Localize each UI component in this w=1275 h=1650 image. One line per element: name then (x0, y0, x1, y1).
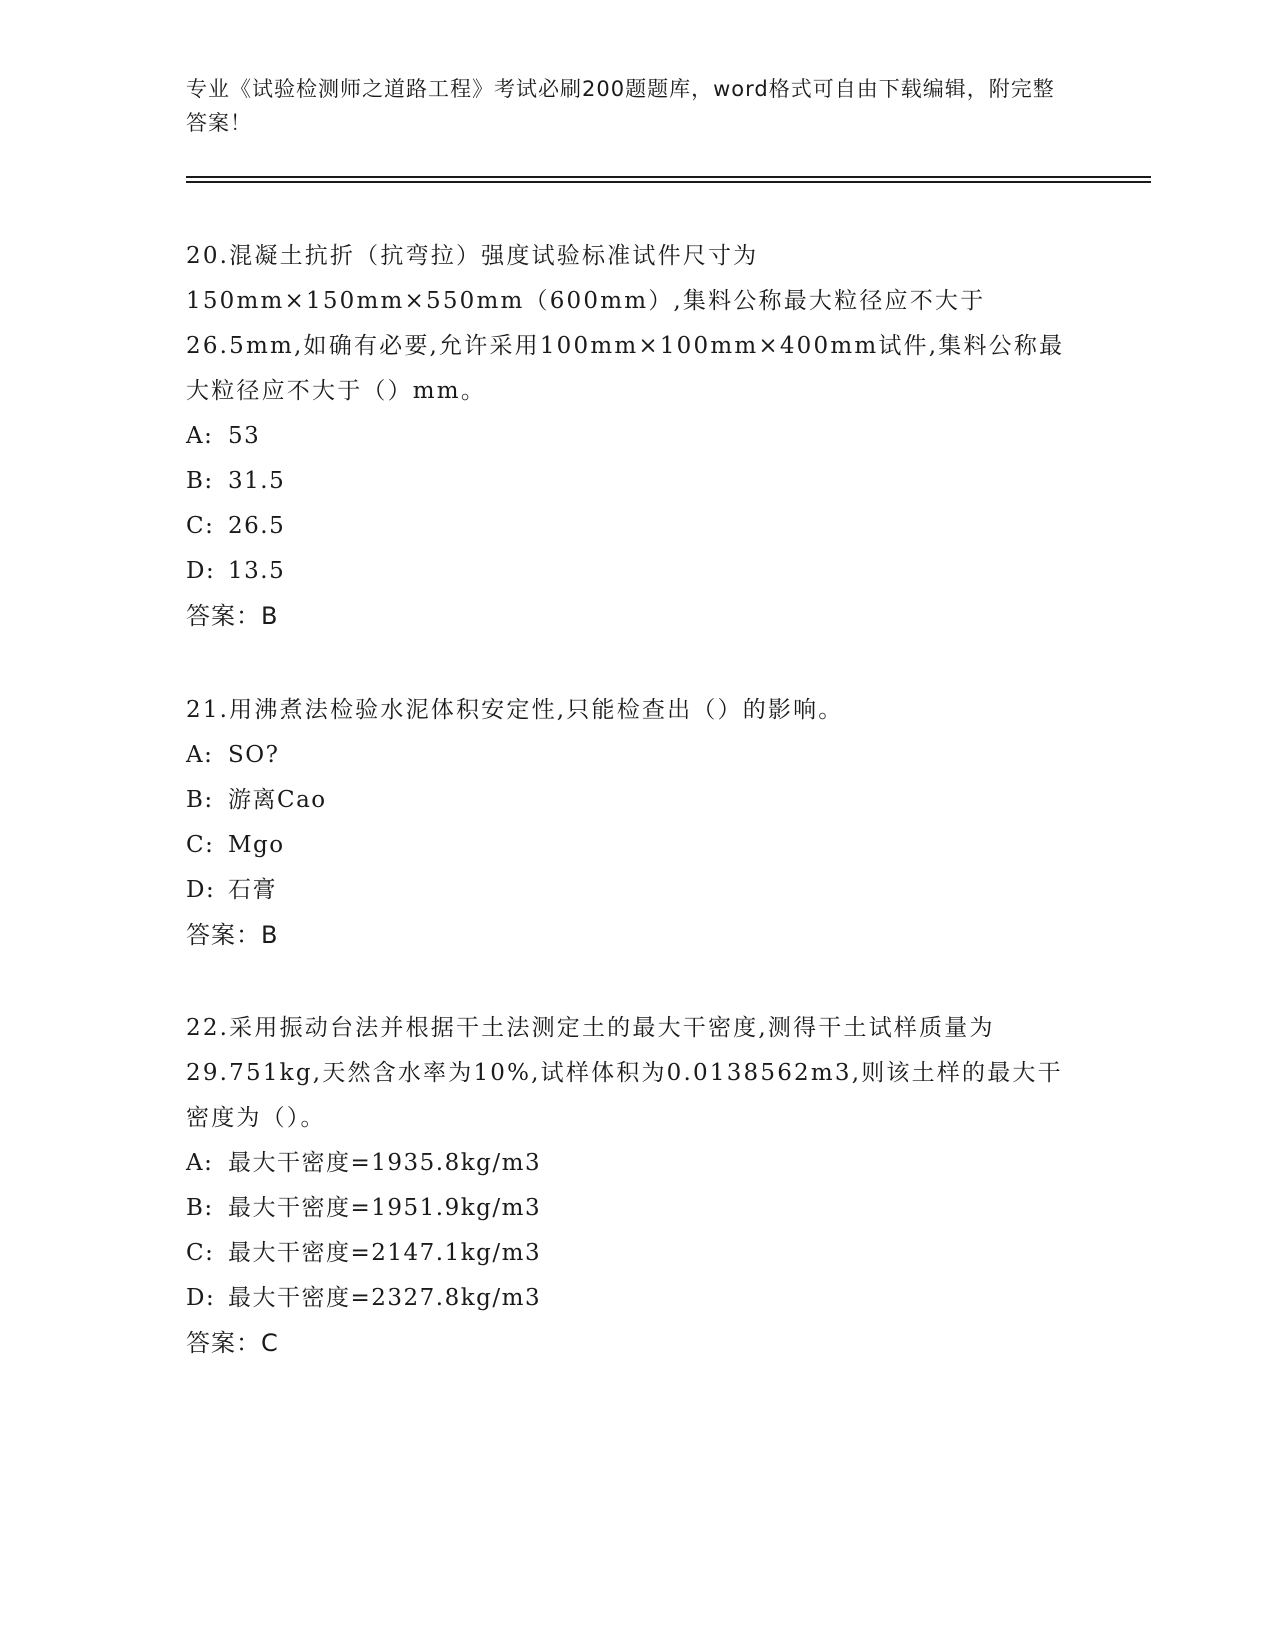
question-20 (186, 234, 1066, 639)
option-label: C: (186, 513, 215, 539)
question-stem: 21.用沸煮法检验水泥体积安定性,只能检查出（）的影响。 (186, 697, 844, 723)
option-text: 最大干密度=2327.8kg/m3 (228, 1285, 542, 1311)
option-text: 13.5 (228, 558, 286, 584)
option-label: C: (186, 1240, 215, 1266)
question-stem: 20.混凝土抗折（抗弯拉）强度试验标准试件尺寸为150mm×150mm×550mm（600mm）,集料公称最大粒径应不大于26.5mm,如确有必要,允许采用100mm×100mm×400mm试件,集料公称最大粒径应不大于（）mm。 (186, 243, 1065, 404)
option-label: B: (186, 1195, 214, 1221)
option-c (186, 1231, 1066, 1276)
question-22 (186, 1006, 1066, 1366)
answer-line: 答案：B (186, 921, 279, 949)
option-text: 游离Cao (228, 787, 327, 813)
option-label: D: (186, 1285, 216, 1311)
option-d (186, 868, 1066, 913)
option-label: B: (186, 468, 214, 494)
option-label: C: (186, 832, 215, 858)
option-b (186, 1186, 1066, 1231)
answer-line: 答案：C (186, 1329, 279, 1357)
option-label: B: (186, 787, 214, 813)
option-text: 31.5 (228, 468, 286, 494)
document-header: 专业《试验检测师之道路工程》考试必刷200题题库，word格式可自由下载编辑，附完整答案！ (186, 77, 1055, 135)
option-text: 53 (228, 423, 261, 449)
header-divider-top (186, 176, 1151, 178)
option-text: 石膏 (228, 877, 277, 903)
option-d (186, 549, 1066, 594)
option-text: 最大干密度=1951.9kg/m3 (228, 1195, 542, 1221)
header-divider-bottom (186, 181, 1151, 183)
option-a (186, 733, 1066, 778)
option-a (186, 414, 1066, 459)
option-text: SO? (228, 742, 280, 768)
option-label: D: (186, 877, 216, 903)
option-label: A: (186, 742, 214, 768)
option-b (186, 778, 1066, 823)
option-c (186, 823, 1066, 868)
option-d (186, 1276, 1066, 1321)
option-c (186, 504, 1066, 549)
option-b (186, 459, 1066, 504)
option-text: 26.5 (228, 513, 286, 539)
option-text: 最大干密度=2147.1kg/m3 (228, 1240, 542, 1266)
answer-line: 答案：B (186, 602, 279, 630)
question-stem: 22.采用振动台法并根据干土法测定土的最大干密度,测得干土试样质量为29.751kg,天然含水率为10%,试样体积为0.0138562m3,则该土样的最大干密度为（）。 (186, 1015, 1063, 1131)
option-text: Mgo (228, 832, 285, 858)
option-label: A: (186, 423, 214, 449)
option-text: 最大干密度=1935.8kg/m3 (228, 1150, 542, 1176)
option-a (186, 1141, 1066, 1186)
option-label: A: (186, 1150, 214, 1176)
question-21 (186, 688, 1066, 958)
option-label: D: (186, 558, 216, 584)
